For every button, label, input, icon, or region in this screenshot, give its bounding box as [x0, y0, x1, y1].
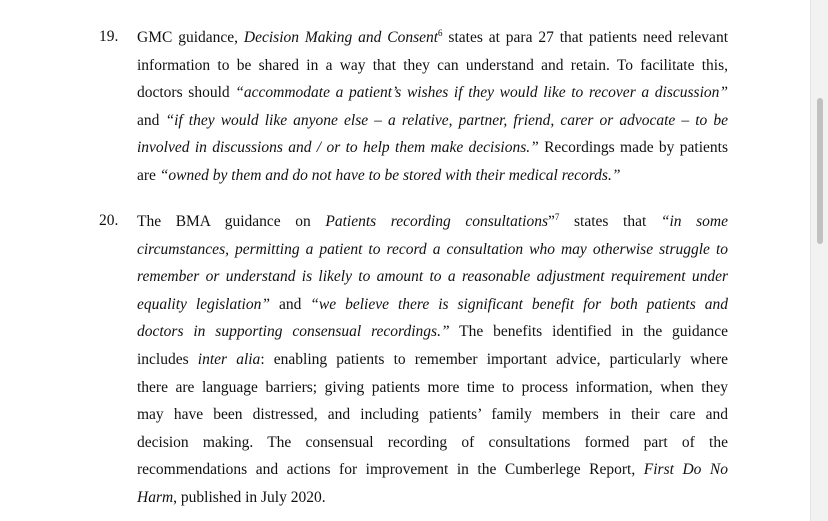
text-run: are — [137, 167, 160, 184]
text-line — [137, 295, 728, 315]
text-line — [137, 212, 728, 232]
text-line — [137, 322, 728, 342]
text-run: “if they would like anyone else – a relative, partner, friend, carer or advocate – to be — [165, 111, 728, 129]
text-line — [137, 433, 728, 453]
text-run: states that — [559, 213, 661, 230]
text-run: ” — [548, 213, 555, 230]
paragraph-number: 19. — [99, 28, 119, 45]
text-run: decision making. The consensual recording of consultations formed part of the — [137, 433, 728, 451]
text-run: “accommodate a patient’s wishes if they would like to recover a discussion” — [235, 84, 728, 102]
text-run: inter alia — [197, 351, 261, 368]
text-run: , published in July 2020. — [173, 489, 326, 506]
text-run: The BMA guidance on — [137, 213, 326, 230]
text-run: GMC guidance, — [137, 29, 244, 46]
text-run: Harm — [137, 489, 174, 506]
text-line — [137, 166, 728, 186]
text-run: and — [269, 295, 311, 313]
text-line — [137, 488, 728, 508]
text-run: The benefits identified in the guidance — [449, 323, 729, 341]
text-run: First Do No — [643, 461, 728, 479]
text-line — [137, 138, 728, 158]
text-line — [137, 28, 728, 48]
footnote-ref: 7 — [554, 212, 560, 222]
vertical-scrollbar[interactable] — [810, 0, 828, 521]
text-run: doctors in supporting consensual recordings.” — [137, 323, 450, 341]
text-run: equality legislation” — [137, 295, 270, 313]
text-run: recommendations and actions for improvement in the Cumberlege Report, — [137, 461, 644, 479]
text-line — [137, 83, 728, 103]
text-run: remember or understand is likely to amount to a reasonable adjustment requirement under — [137, 268, 728, 286]
text-line — [137, 405, 728, 425]
text-run: and — [137, 111, 166, 129]
text-run: may have been distressed, and including patients’ family members in their care and — [137, 406, 728, 424]
text-run: circumstances, permitting a patient to record a consultation who may otherwise struggle to — [137, 240, 728, 258]
text-line — [137, 56, 728, 76]
text-run: “owned by them and do not have to be stored with their medical records.” — [159, 167, 621, 184]
text-line — [137, 378, 728, 398]
paragraph-number: 20. — [99, 212, 119, 229]
text-line — [137, 111, 728, 131]
text-run: Decision Making and Consent — [243, 29, 439, 46]
scrollbar-thumb[interactable] — [817, 98, 823, 244]
text-line — [137, 240, 728, 260]
text-run: there are language barriers; giving patients more time to process information, when they — [137, 378, 728, 396]
text-run: Recordings made by patients — [538, 139, 728, 157]
text-run: Patients recording consultations — [325, 213, 549, 230]
text-line — [137, 267, 728, 287]
text-run: : enabling patients to remember important advice, particularly where — [260, 351, 728, 368]
text-run: “in some — [660, 213, 728, 230]
text-line — [137, 460, 728, 480]
text-run: states at para 27 that patients need relevant — [442, 29, 728, 46]
text-run: includes — [137, 351, 198, 368]
text-run: doctors should — [137, 84, 236, 102]
text-run: information to be shared in a way that they can understand and retain. To facilitate this, — [137, 56, 728, 74]
text-line — [137, 350, 728, 370]
text-run: involved in discussions and / or to help them make decisions.” — [137, 139, 539, 157]
text-run: “we believe there is significant benefit for both patients and — [310, 295, 728, 313]
footnote-ref: 6 — [438, 28, 443, 38]
